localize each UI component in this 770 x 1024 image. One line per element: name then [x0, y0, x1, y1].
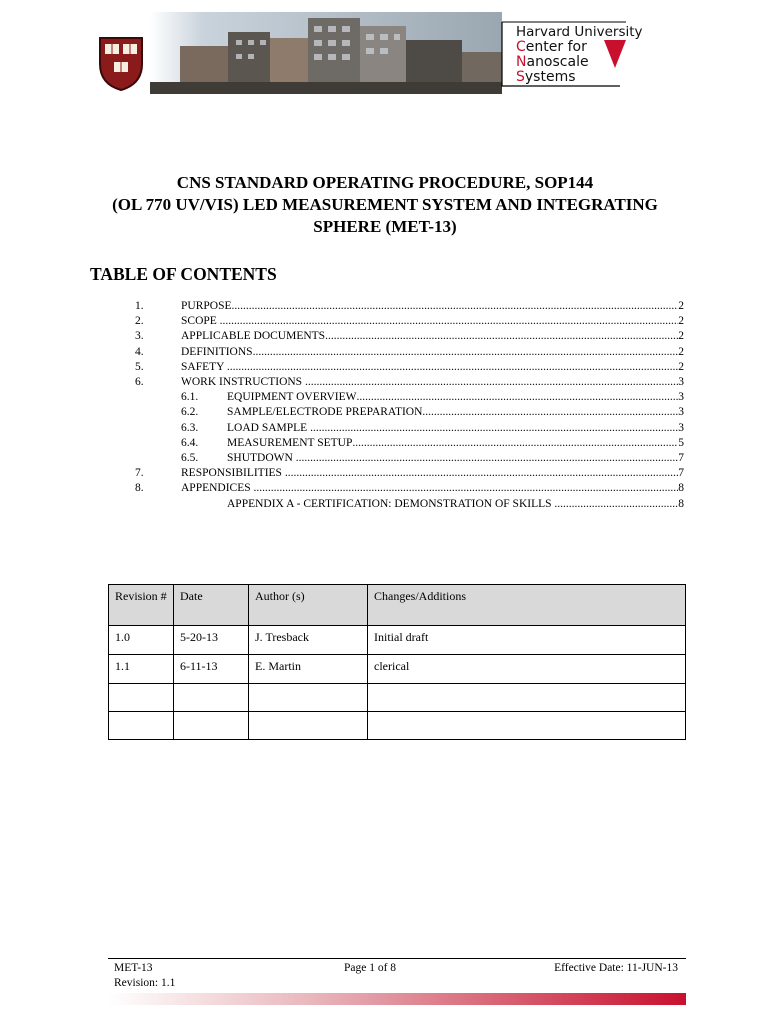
harvard-university-label: Harvard University [516, 24, 643, 40]
toc-leader-dots [325, 329, 678, 344]
toc-entry-number: 6.2. [181, 406, 199, 419]
center-line-1: Center for [516, 39, 587, 55]
toc-entry[interactable] [0, 345, 770, 360]
toc-leader-dots [305, 375, 678, 390]
toc-entry-number: 5. [135, 360, 144, 373]
header-revision: Revision # [109, 585, 174, 626]
toc-leader-dots [232, 299, 679, 314]
page-footer [108, 958, 686, 1005]
building-photo-banner [150, 12, 502, 94]
toc-entry[interactable] [0, 329, 770, 344]
table-row [109, 712, 686, 740]
toc-entry-label: SAMPLE/ELECTRODE PREPARATION [227, 406, 423, 419]
toc-heading: TABLE OF CONTENTS [90, 264, 277, 284]
table-cell [174, 712, 249, 740]
table-cell [109, 684, 174, 712]
toc-entry-link[interactable] [181, 329, 684, 344]
toc-entry-label: LOAD SAMPLE [227, 421, 311, 434]
toc-entry-page: 8 [678, 482, 684, 495]
title-line-1: CNS STANDARD OPERATING PROCEDURE, SOP144 [176, 173, 594, 192]
toc-entry-page: 3 [678, 421, 684, 434]
toc-entry-label: DEFINITIONS [181, 345, 253, 358]
toc-entry-link[interactable] [181, 299, 684, 314]
toc-entry[interactable] [0, 405, 770, 420]
toc-entry-number: 1. [135, 300, 144, 312]
harvard-seal-icon [96, 34, 146, 92]
toc-entry-number: 8. [135, 482, 144, 495]
toc-entry-number: 6.1. [181, 391, 199, 404]
footer-doc-id: MET-13 Revision: 1.1 [114, 962, 176, 989]
toc-leader-dots [227, 360, 678, 375]
title-line-2: (OL 770 UV/VIS) LED MEASUREMENT SYSTEM AND INTEGRATING [112, 195, 658, 214]
toc-entry[interactable] [0, 299, 770, 314]
toc-leader-dots [296, 451, 679, 466]
toc-entry-label: SAFETY [181, 360, 227, 373]
toc-entry-page: 2 [678, 360, 684, 373]
toc-entry[interactable] [0, 360, 770, 375]
center-line-3: Systems [516, 69, 576, 85]
toc-leader-dots [422, 405, 678, 420]
toc-entry[interactable] [0, 390, 770, 405]
toc-entry-number: 6.3. [181, 421, 199, 434]
toc-entry-number: 6.5. [181, 452, 199, 464]
toc-entry[interactable] [0, 481, 770, 496]
toc-entry-number: 6.4. [181, 436, 199, 449]
header-author: Author (s) [249, 585, 368, 626]
toc-entry-link[interactable] [181, 314, 684, 329]
toc-entry-page: 8 [678, 497, 684, 510]
toc-entry-link[interactable] [227, 421, 684, 436]
toc-entry-link[interactable] [227, 497, 684, 512]
table-cell [249, 712, 368, 740]
toc-entry[interactable] [0, 451, 770, 466]
toc-leader-dots [357, 390, 679, 405]
toc-leader-dots [254, 481, 679, 496]
toc-leader-dots [554, 497, 678, 512]
toc-entry-number: 7. [135, 467, 144, 480]
toc-entry-label: PURPOSE [181, 300, 232, 312]
table-cell [368, 712, 686, 740]
footer-accent-band [108, 993, 686, 1005]
toc-entry-link[interactable] [181, 345, 684, 360]
toc-entry-link[interactable] [227, 390, 684, 405]
toc-entry-page: 2 [678, 345, 684, 358]
toc-entry-label: APPENDICES [181, 482, 254, 495]
header-date: Date [174, 585, 249, 626]
header-changes: Changes/Additions [368, 585, 686, 626]
toc-entry-page: 3 [678, 406, 684, 419]
toc-entry-page: 2 [678, 300, 684, 312]
table-cell [249, 684, 368, 712]
toc-entry-label: EQUIPMENT OVERVIEW [227, 391, 357, 404]
table-row [109, 626, 686, 655]
toc-entry-number: 2. [135, 315, 144, 328]
toc-entry-label: MEASUREMENT SETUP [227, 436, 353, 449]
table-cell: 1.0 [109, 626, 174, 655]
toc-entry[interactable] [0, 497, 770, 512]
table-cell [109, 712, 174, 740]
toc-entry-link[interactable] [181, 466, 684, 481]
toc-entry-page: 2 [678, 330, 684, 343]
toc-leader-dots [352, 436, 678, 451]
toc-entry-label: RESPONSIBILITIES [181, 467, 285, 480]
table-row [109, 684, 686, 712]
table-cell: clerical [368, 655, 686, 684]
table-row [109, 655, 686, 684]
toc-entry-page: 5 [678, 436, 684, 449]
toc-entry-link[interactable] [181, 360, 684, 375]
toc-entry[interactable] [0, 466, 770, 481]
table-cell: 5-20-13 [174, 626, 249, 655]
table-cell: 1.1 [109, 655, 174, 684]
toc-entry-page: 2 [678, 315, 684, 328]
footer-effective-date: Effective Date: 11-JUN-13 [554, 962, 678, 974]
toc-entry[interactable] [0, 436, 770, 451]
toc-entry-link[interactable] [227, 405, 684, 420]
toc-entry-label: APPLICABLE DOCUMENTS [181, 330, 326, 343]
toc-entry-link[interactable] [181, 375, 684, 390]
toc-entry[interactable] [0, 314, 770, 329]
toc-leader-dots [310, 421, 678, 436]
revision-table [108, 584, 686, 740]
toc-entry-number: 4. [135, 345, 144, 358]
table-cell: E. Martin [249, 655, 368, 684]
table-cell: 6-11-13 [174, 655, 249, 684]
toc-entry-page: 3 [678, 391, 684, 404]
table-cell [368, 684, 686, 712]
toc-entry[interactable] [0, 421, 770, 436]
toc-entry-number: 6. [135, 376, 144, 388]
page-header [0, 0, 770, 100]
toc-entry-label: APPENDIX A - CERTIFICATION: DEMONSTRATION OF SKILLS [227, 497, 555, 510]
toc-entry-page: 7 [678, 452, 684, 464]
toc-entry-link[interactable] [181, 481, 684, 496]
table-header-row [109, 585, 686, 626]
toc-entry-label: WORK INSTRUCTIONS [181, 376, 305, 388]
table-cell: Initial draft [368, 626, 686, 655]
table-cell: J. Tresback [249, 626, 368, 655]
center-line-2: Nanoscale [516, 54, 589, 70]
toc-entry[interactable] [0, 375, 770, 390]
toc-leader-dots [253, 345, 679, 360]
table-cell [174, 684, 249, 712]
document-title [80, 172, 690, 238]
toc-entry-link[interactable] [227, 451, 684, 466]
toc-leader-dots [220, 314, 679, 329]
title-line-3: SPHERE (MET-13) [313, 217, 457, 236]
toc-entry-link[interactable] [227, 436, 684, 451]
footer-page-number: Page 1 of 8 [344, 962, 397, 974]
toc-entry-page: 3 [678, 376, 684, 388]
toc-leader-dots [285, 466, 678, 481]
toc-entry-label: SHUTDOWN [227, 452, 296, 464]
toc-entry-label: SCOPE [181, 315, 220, 328]
toc-entry-page: 7 [678, 467, 684, 480]
toc-entry-number: 3. [135, 330, 144, 343]
